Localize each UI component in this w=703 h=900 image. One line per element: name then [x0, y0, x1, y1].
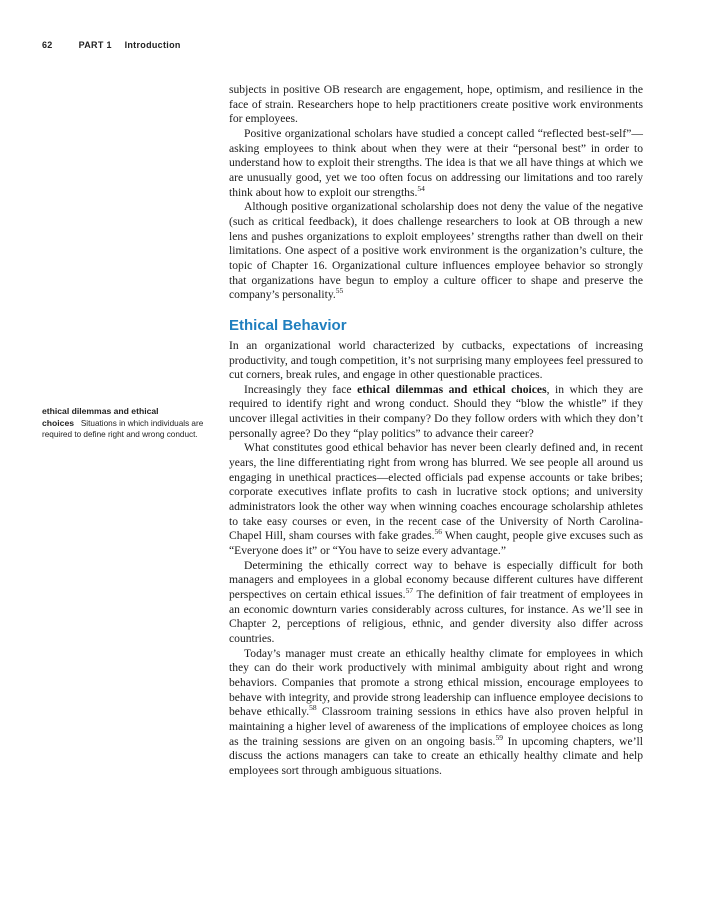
margin-definition-text: Situations in which individuals are required to define right and wrong conduct.: [42, 418, 204, 439]
paragraph-1: subjects in positive OB research are engagement, hope, optimism, and resilience in the face of strain. Researchers hope to help practitioners create positive work environments for employees.: [229, 83, 643, 126]
running-header: [42, 40, 207, 50]
key-term: ethical dilemmas and ethical choices: [357, 382, 547, 396]
paragraph-2: [229, 127, 643, 200]
margin-term-line2: choices: [42, 417, 75, 428]
page-number: 62: [42, 40, 53, 50]
margin-term-line2-wrap: [42, 418, 214, 441]
main-text-column: [229, 83, 643, 779]
paragraph-3-text: Although positive organizational scholarship does not deny the value of the negative (such as critical feedback), it does challenge researchers to look at OB through a new lens and pushes organizations to exploit employees’ strengths rather than dwell on their limitations. One aspect of a positive work environment is the organization’s culture, the topic of Chapter 16. Organizational culture influences employee behavior so strongly that organizations have begun to employ a culture officer to shape and preserve the company’s personality.: [229, 200, 643, 302]
paragraph-6: [229, 441, 643, 558]
paragraph-5-text-b: , in which they are required to identify right and wrong conduct. Should they “blow the whistle” if they uncover illegal activities in their company? Do they follow orders with which they don’t personally agree? Do they “play politics” to advance their career?: [229, 382, 643, 440]
paragraph-8-text-a: Today’s manager must create an ethically healthy climate for employees in which they can do their work productively with minimal ambiguity about right and wrong behaviors. Companies that promote a strong ethical mission, encourage employees to behave with integrity, and provide strong leadership can influence employee decisions to behave ethically.: [229, 646, 643, 719]
reference-54: 54: [417, 183, 425, 193]
section-heading: Ethical Behavior: [229, 316, 347, 334]
paragraph-7-text-b: The definition of fair treatment of employees in an economic downturn varies considerably across cultures, for instance. As we’ll see in Chapter 2, perceptions of religious, ethnic, and gender diversity also differ across countries.: [229, 588, 643, 645]
margin-definition: [42, 406, 214, 441]
paragraph-8-text-c: In upcoming chapters, we’ll discuss the actions managers can take to create an ethically healthy climate and help employees sort through ambiguous situations.: [229, 734, 644, 777]
reference-57: 57: [405, 586, 414, 596]
paragraph-6-text-b: When caught, people give excuses such as “Everyone does it” or “You have to seize every advantage.”: [229, 529, 643, 558]
reference-58: 58: [309, 703, 317, 713]
paragraph-5: [229, 383, 643, 442]
section-label: Introduction: [124, 40, 181, 50]
part-label: PART 1: [78, 40, 112, 50]
reference-55: 55: [335, 286, 344, 296]
reference-59: 59: [495, 732, 503, 742]
paragraph-7: [229, 559, 643, 647]
paragraph-2-text: Positive organizational scholars have studied a concept called “reflected best-self”—asking employees to think about when they were at their “personal best” in order to understand how to exploit their strengths. The idea is that we all have things at which we are unusually good, yet we too often focus on addressing our limitations and too rarely think about how to exploit our strengths.: [229, 126, 643, 199]
margin-term-line1: ethical dilemmas and ethical: [42, 406, 159, 416]
reference-56: 56: [434, 527, 442, 537]
paragraph-7-text-a: Determining the ethically correct way to behave is especially difficult for both managers and employees in a global economy because different cultures have different perspectives on certain ethical issues.: [229, 558, 643, 601]
paragraph-8-text-b: Classroom training sessions in ethics have also proven helpful in maintaining a higher level of awareness of the implications of employee choices as long as the training sessions are given on an ongoing basis.: [229, 705, 644, 748]
paragraph-3: [229, 200, 643, 303]
paragraph-4: In an organizational world characterized by cutbacks, expectations of increasing productivity, and tough competition, it’s not surprising many employees feel pressured to cut corners, break rules, and engage in other questionable practices.: [229, 338, 643, 382]
paragraph-8: [229, 647, 643, 779]
paragraph-5-text-a: Increasingly they face: [244, 382, 358, 396]
paragraph-6-text-a: What constitutes good ethical behavior has never been clearly defined and, in recent years, the line differentiating right from wrong has blurred. We see people all around us engaging in unethical practices—elected officials pad expense accounts or take bribes; corporate executives inflate profits to cash in lucrative stock options; and university administrators look the other way when winning coaches encourage scholarship athletes to take easy courses or even, in the recent case of the University of North Carolina-Chapel Hill, sham courses with fake grades.: [229, 441, 643, 543]
